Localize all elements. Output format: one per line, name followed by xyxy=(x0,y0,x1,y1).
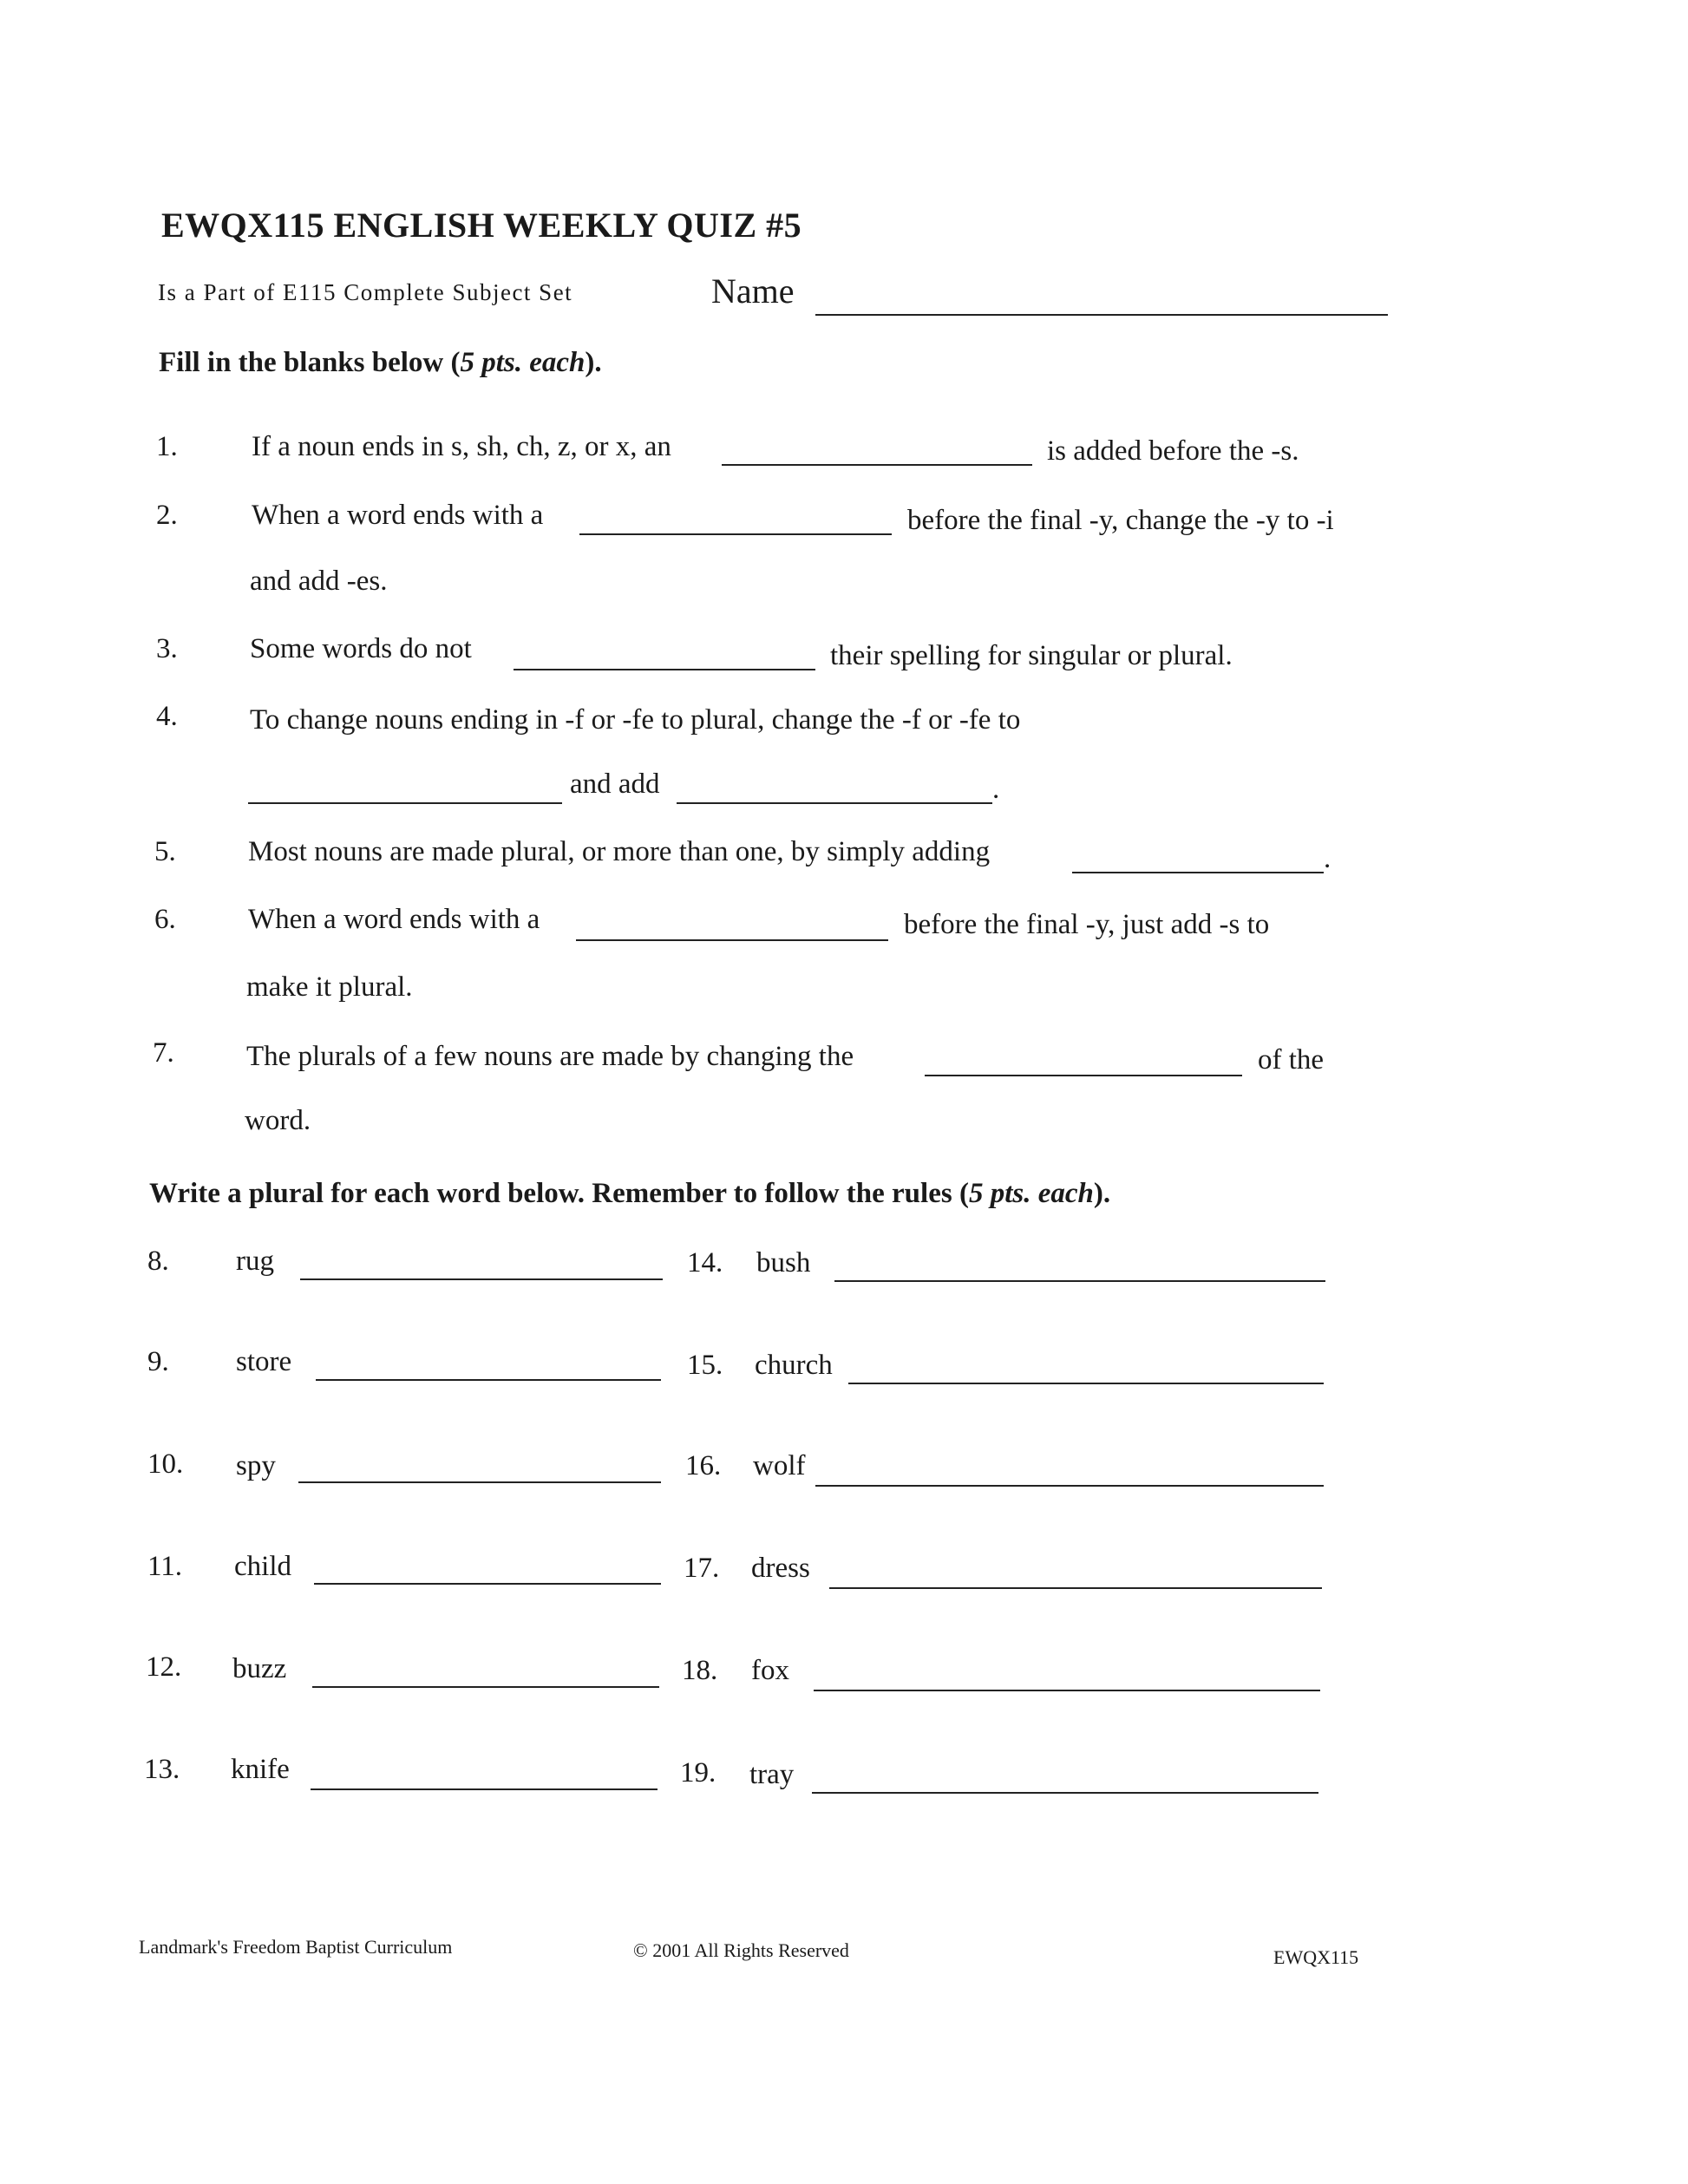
item-number: 3. xyxy=(156,633,178,664)
plural-word: dress xyxy=(751,1553,810,1584)
answer-blank-7[interactable] xyxy=(925,1075,1242,1076)
answer-blank-16[interactable] xyxy=(815,1485,1324,1487)
item-number: 15. xyxy=(687,1350,723,1381)
item-number: 7. xyxy=(153,1037,174,1069)
item-number: 18. xyxy=(682,1655,718,1686)
answer-blank-12[interactable] xyxy=(312,1686,659,1688)
answer-blank-18[interactable] xyxy=(814,1690,1320,1691)
answer-blank-5[interactable] xyxy=(1072,872,1324,873)
item-text: their spelling for singular or plural. xyxy=(830,640,1233,671)
item-number: 13. xyxy=(144,1754,180,1785)
item-text: . xyxy=(992,774,1000,805)
answer-blank-8[interactable] xyxy=(300,1278,663,1280)
answer-blank-15[interactable] xyxy=(848,1383,1324,1384)
answer-blank-10[interactable] xyxy=(298,1481,661,1483)
item-number: 10. xyxy=(147,1448,184,1480)
section1-heading: Fill in the blanks below (5 pts. each). xyxy=(159,347,602,378)
name-field[interactable] xyxy=(815,314,1388,316)
plural-word: child xyxy=(234,1551,291,1582)
item-text: make it plural. xyxy=(246,971,413,1003)
plural-word: store xyxy=(236,1346,292,1377)
item-number: 12. xyxy=(146,1651,182,1683)
plural-word: fox xyxy=(751,1655,789,1686)
item-text: word. xyxy=(245,1105,311,1136)
footer-copyright: © 2001 All Rights Reserved xyxy=(633,1939,849,1961)
quiz-title: EWQX115 ENGLISH WEEKLY QUIZ #5 xyxy=(161,206,802,245)
answer-blank-6[interactable] xyxy=(576,939,888,941)
answer-blank-2[interactable] xyxy=(579,533,892,535)
answer-blank-1[interactable] xyxy=(722,464,1032,466)
section2-heading: Write a plural for each word below. Remember to follow the rules (5 pts. each). xyxy=(149,1178,1111,1209)
item-number: 14. xyxy=(687,1247,723,1278)
item-number: 17. xyxy=(684,1553,720,1584)
item-number: 2. xyxy=(156,500,178,531)
item-text: of the xyxy=(1258,1044,1325,1076)
item-text: and add -es. xyxy=(250,566,388,597)
item-text: before the final -y, change the -y to -i xyxy=(907,505,1334,536)
item-number: 19. xyxy=(680,1757,716,1788)
item-number: 8. xyxy=(147,1246,169,1277)
answer-blank-9[interactable] xyxy=(316,1379,661,1381)
footer-code: EWQX115 xyxy=(1273,1946,1359,1968)
plural-word: buzz xyxy=(232,1653,287,1684)
answer-blank-4a[interactable] xyxy=(248,802,562,804)
item-text: . xyxy=(1324,843,1331,874)
item-number: 4. xyxy=(156,701,178,732)
plural-word: spy xyxy=(236,1450,276,1481)
answer-blank-3[interactable] xyxy=(514,669,815,670)
plural-word: wolf xyxy=(753,1450,806,1481)
subject-set-note: Is a Part of E115 Complete Subject Set xyxy=(158,279,573,305)
item-text: When a word ends with a xyxy=(248,904,540,935)
footer-publisher: Landmark's Freedom Baptist Curriculum xyxy=(139,1936,453,1958)
plural-word: tray xyxy=(749,1759,795,1790)
answer-blank-19[interactable] xyxy=(812,1792,1318,1794)
answer-blank-13[interactable] xyxy=(311,1788,658,1790)
plural-word: church xyxy=(755,1350,833,1381)
item-text: When a word ends with a xyxy=(252,500,544,531)
item-number: 9. xyxy=(147,1346,169,1377)
item-text: If a noun ends in s, sh, ch, z, or x, an xyxy=(252,431,671,462)
item-text: before the final -y, just add -s to xyxy=(904,909,1270,940)
item-text: and add xyxy=(570,768,660,800)
answer-blank-17[interactable] xyxy=(829,1587,1322,1589)
item-text: The plurals of a few nouns are made by changing the xyxy=(246,1041,854,1072)
item-number: 16. xyxy=(685,1450,722,1481)
name-label: Name xyxy=(711,271,795,311)
item-text: Some words do not xyxy=(250,633,472,664)
plural-word: rug xyxy=(236,1246,274,1277)
answer-blank-11[interactable] xyxy=(314,1583,661,1585)
item-number: 11. xyxy=(147,1551,183,1582)
plural-word: bush xyxy=(756,1247,811,1278)
item-number: 1. xyxy=(156,431,178,462)
item-text: Most nouns are made plural, or more than one, by simply adding xyxy=(248,836,991,867)
answer-blank-4b[interactable] xyxy=(677,802,992,804)
item-number: 5. xyxy=(154,836,176,867)
item-number: 6. xyxy=(154,904,176,935)
answer-blank-14[interactable] xyxy=(834,1280,1325,1282)
plural-word: knife xyxy=(231,1754,290,1785)
item-text: To change nouns ending in -f or -fe to plural, change the -f or -fe to xyxy=(250,704,1021,736)
item-text: is added before the -s. xyxy=(1047,435,1299,467)
